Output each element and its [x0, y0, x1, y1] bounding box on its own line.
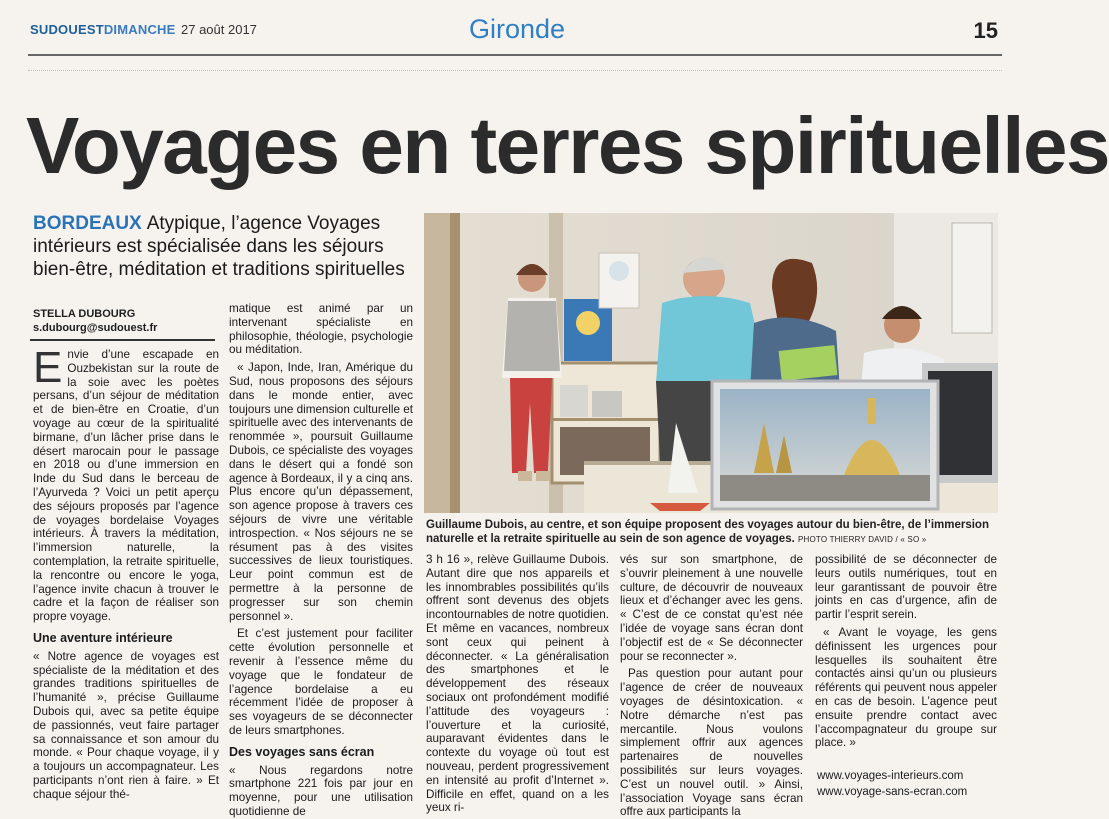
- col5-paragraph-2: « Avant le voyage, les gens définissent les urgences pour lesquelles ils souhaitent être contactés ainsi qu’un ou plusieurs référents qui peuvent nous appeler en cas de besoin. L’agence peut ensuite prendre contact avec l’accompagnateur du groupe sur place. »: [815, 625, 997, 750]
- kicker-city: BORDEAUX: [33, 213, 142, 234]
- article-kicker: [33, 212, 417, 281]
- col1-paragraph-1: nvie d’une escapade en Ouzbekistan sur la route de la soie avec les poètes persans, d’un séjour de méditation et de bien-être en Croatie, d’un voyage au cœur de la spiritualité birmane, d’un lâcher prise dans le désert marocain pour le passage en 2018 ou d’une immersion en Inde du Sud dans le berceau de l’Ayurveda ? Voici un petit aperçu des séjours proposés par l’agence de voyages bordelaise Voyages intérieurs. À travers la méditation, l’immersion naturelle, la contemplation, la retraite spirituelle, la rencontre ou encore le yoga, l’agence invite chacun à trouver le cadre et la façon de réaliser son propre voyage.: [33, 348, 219, 624]
- caption-text: Guillaume Dubois, au centre, et son équipe proposent des voyages autour du bien-être, de l’immersion naturelle et la retraite spirituelle au sein de son agence de voyages.: [426, 519, 989, 545]
- byline-divider: [30, 339, 215, 341]
- col3-paragraph-1: 3 h 16 », relève Guillaume Dubois. Autant dire que nos appareils et les innombrables possibilités qu’ils offrent sont devenus des objets incontournables de notre quotidien. Et même en vacances, nombreux sont ceux qui peinent à déconnecter. « La généralisation des smartphones et le développement des réseaux sociaux ont profondément modifié l’attitude des voyageurs : l’ouverture et la curiosité, auparavant évidentes dans le contexte du voyage où tout est nouveau, perdent progressivement en intensité au profit d’Internet ». Difficile en effet, quand on a les yeux ri-: [426, 553, 609, 815]
- article-column-4: [620, 553, 803, 819]
- masthead-brand: SUDOUEST: [30, 22, 104, 37]
- photo-caption: [426, 518, 998, 547]
- masthead-day: DIMANCHE: [103, 22, 176, 37]
- link-voyage-sans-ecran[interactable]: www.voyage-sans-ecran.com: [817, 786, 968, 798]
- issue-date: 27 août 2017: [181, 22, 257, 37]
- section-title: Gironde: [468, 14, 566, 44]
- kicker-text: Atypique, l’agence Voyages intérieurs est spécialisée dans les séjours bien-être, méditation et traditions spirituelles: [33, 213, 405, 280]
- article-column-1: [33, 343, 219, 803]
- article-photo: [424, 213, 998, 513]
- col1-paragraph-2: « Notre agence de voyages est spécialiste de la méditation et des grandes traditions spirituelles de l’humanité », précise Guillaume Dubois qui, avec sa petite équipe de passionnés, veut faire partager sa connaissance et son amour du monde. « Pour chaque voyage, il y a toujours un accompagnateur. Les participants n’ont rien à faire. » Et chaque séjour thé-: [33, 649, 219, 801]
- article-headline: Voyages en terres spirituelles: [26, 101, 1109, 190]
- col4-paragraph-1: vés sur son smartphone, de s’ouvrir pleinement à une nouvelle culture, de découvrir de nouveaux lieux et d’échanger avec les gens. « C’est de ce constat qu’est née l’idée de voyage sans écran dont l’objectif est de « Se déconnecter pour se reconnecter ».: [620, 553, 803, 663]
- article-column-5: [815, 553, 997, 753]
- article-column-3: [426, 553, 609, 815]
- col2-paragraph-2: « Japon, Inde, Iran, Amérique du Sud, nous proposons des séjours dans le monde entier, avec toujours une dimension culturelle et spirituelle avec des intervenants de renommée », poursuit Guillaume Dubois, ce spécialiste des voyages dans le désert qui a fondé son agence à Bordeaux, il y a cinq ans. Plus encore qu’un dépassement, son agence propose à travers ces séjours de vivre une véritable introspection. « Nos séjours ne se résument pas à des visites successives de lieux touristiques. Leur point commun est de permettre à la personne de progresser sur son chemin personnel ».: [229, 361, 413, 623]
- header-divider: [28, 54, 1002, 56]
- drop-cap: E: [33, 343, 63, 392]
- author-email[interactable]: s.dubourg@sudouest.fr: [33, 322, 158, 334]
- col2-paragraph-1: matique est animé par un intervenant spécialiste en philosophie, théologie, psychologie ou méditation.: [229, 302, 413, 357]
- page-number: 15: [973, 18, 998, 43]
- col4-paragraph-2: Pas question pour autant pour l’agence de créer de nouveaux voyages de désintoxication. « Notre démarche n’est pas mercantile. Nous voulons simplement offrir aux agences partenaires de nouvelles possibilités sur leurs voyages. C’est un nouvel outil. » Ainsi, l’association Voyage sans écran offre aux participants la: [620, 667, 803, 819]
- link-voyages-interieurs[interactable]: www.voyages-interieurs.com: [817, 770, 964, 782]
- subheading-sans-ecran: Des voyages sans écran: [229, 744, 375, 759]
- col2-paragraph-3: Et c’est justement pour faciliter cette évolution personnelle et revenir à l’essence même du voyage que le fondateur de l’agence bordelaise a eu récemment l’idée de proposer à ses voyageurs de se déconnecter de leurs smartphones.: [229, 627, 413, 737]
- dotted-divider: [28, 70, 1002, 71]
- author-name: STELLA DUBOURG: [33, 308, 136, 320]
- office-scene-image: [424, 213, 998, 513]
- photo-credit: PHOTO THIERRY DAVID / « SO »: [797, 535, 927, 544]
- article-column-2: [229, 302, 413, 818]
- subheading-aventure: Une aventure intérieure: [33, 630, 173, 645]
- col2-paragraph-4: « Nous regardons notre smartphone 221 fois par jour en moyenne, pour une utilisation quotidienne de: [229, 763, 413, 818]
- col5-paragraph-1: possibilité de se déconnecter de leurs outils numériques, tout en leur garantissant de pouvoir être joints en cas d’urgence, afin de partir l’esprit serein.: [815, 553, 997, 622]
